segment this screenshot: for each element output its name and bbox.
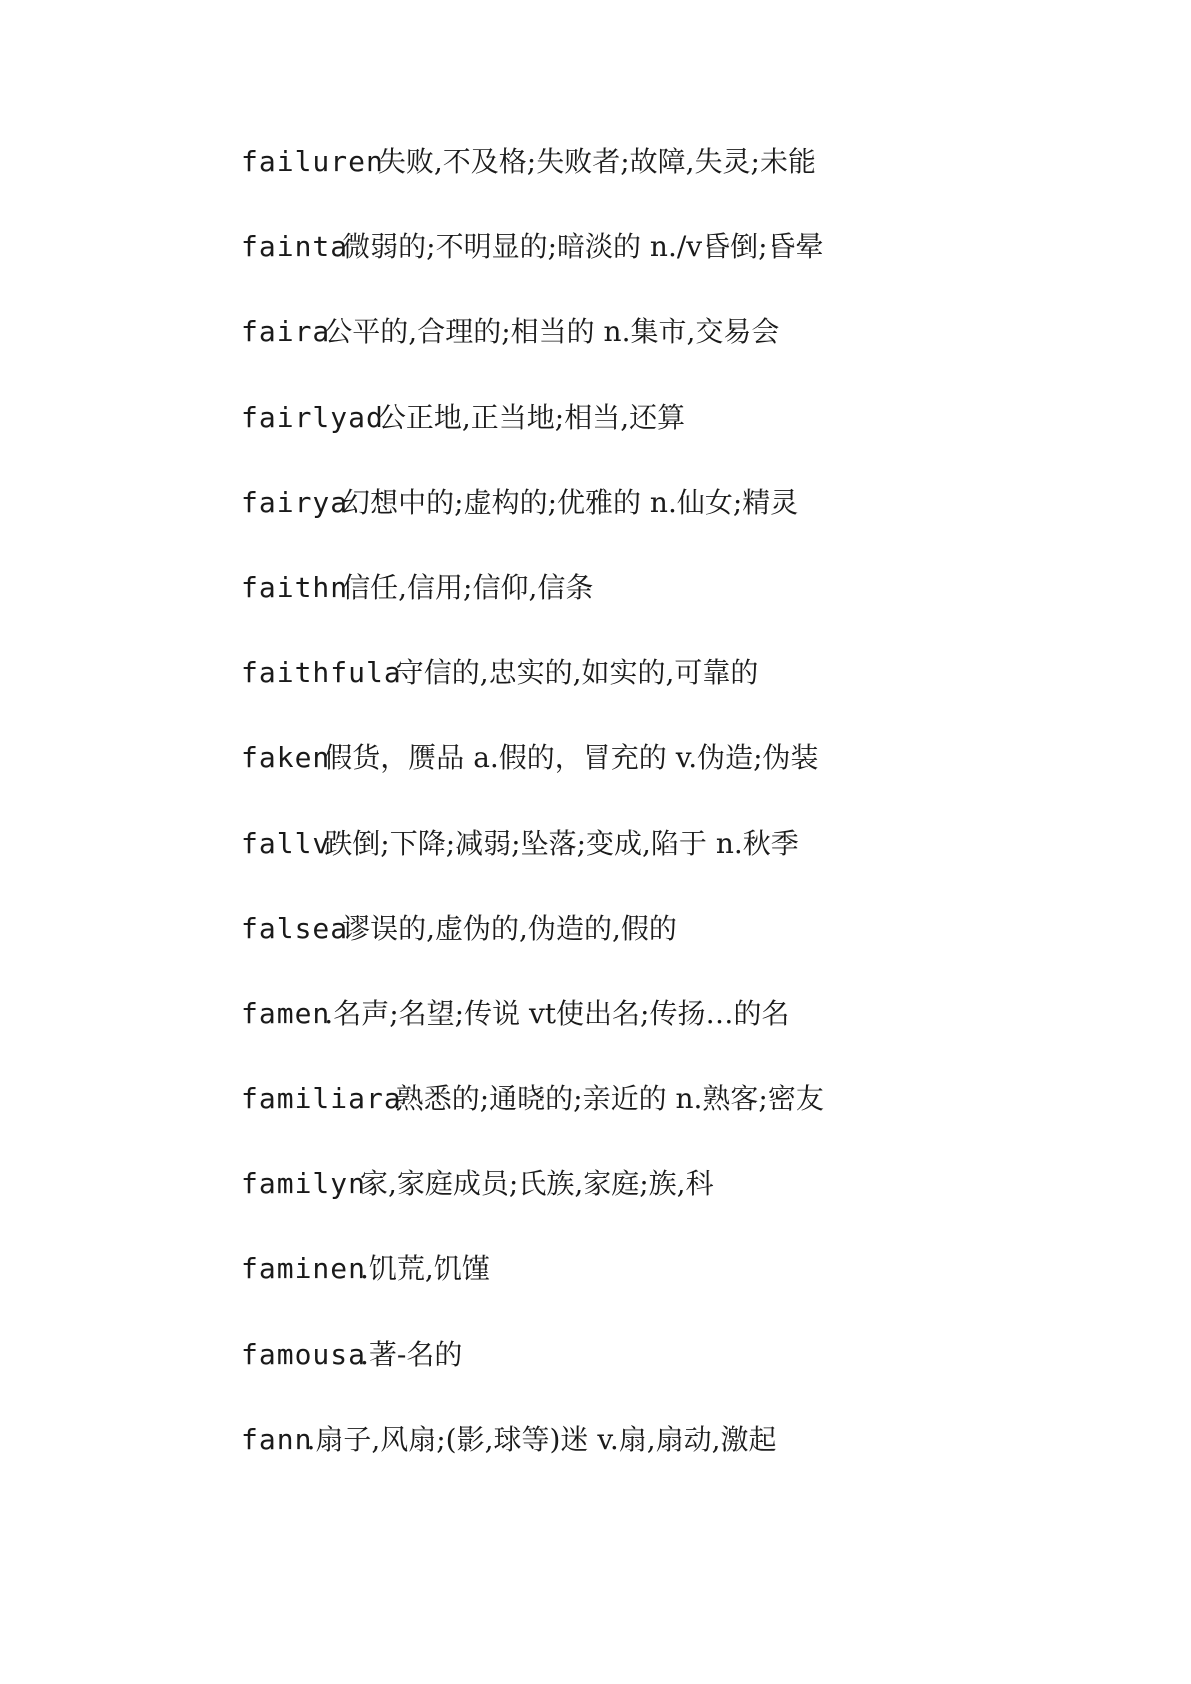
vocab-word: famousa [241, 1337, 367, 1371]
vocab-word: faithfula [241, 656, 402, 690]
vocab-entry [241, 1164, 1121, 1249]
vocab-entry [241, 1079, 1121, 1164]
vocab-definition: 谬误的,虚伪的,伪造的,假的 [342, 911, 677, 945]
vocab-definition: 假货，赝品 a.假的，冒充的 v.伪造;伪装 [324, 741, 819, 775]
vocab-entry [241, 483, 1121, 568]
vocab-entry [241, 142, 1121, 227]
vocab-entry [241, 1420, 1121, 1505]
vocab-word: fallv [241, 826, 331, 860]
vocab-definition: 微弱的;不明显的;暗淡的 n./v昏倒;昏晕 [342, 230, 824, 264]
vocab-entry [241, 909, 1121, 994]
vocab-entry [241, 824, 1121, 909]
vocab-definition: 家,家庭成员;氏族,家庭;族,科 [360, 1167, 714, 1201]
vocab-word: famen [241, 996, 331, 1030]
vocab-entry [241, 1249, 1121, 1334]
vocabulary-list [241, 142, 1121, 1505]
vocab-word: fairya [241, 485, 349, 519]
vocab-entry [241, 653, 1121, 738]
vocab-entry [241, 1335, 1121, 1420]
vocab-word: falsea [241, 911, 349, 945]
vocab-word: faithn [241, 570, 349, 604]
vocab-definition: .饥荒,饥馑 [360, 1252, 490, 1286]
vocab-definition: 熟悉的;通晓的;亲近的 n.熟客;密友 [395, 1082, 824, 1116]
vocab-definition: .扇子,风扇;(影,球等)迷 v.扇,扇动,激起 [306, 1422, 777, 1456]
vocab-definition: 幻想中的;虚构的;优雅的 n.仙女;精灵 [342, 485, 799, 519]
vocab-word: familiara [241, 1082, 402, 1116]
vocab-word: fainta [241, 230, 349, 264]
vocab-entry [241, 398, 1121, 483]
vocab-definition: .名声;名望;传说 vt使出名;传扬…的名 [324, 996, 790, 1030]
vocab-definition: 公正地,正当地;相当,还算 [377, 400, 686, 434]
vocab-entry [241, 994, 1121, 1079]
vocab-definition: .著-名的 [360, 1337, 463, 1371]
vocab-word: faken [241, 741, 331, 775]
vocab-entry [241, 312, 1121, 397]
vocab-word: fairlyad [241, 400, 384, 434]
vocab-word: failuren [241, 145, 384, 178]
vocab-definition: 守信的,忠实的,如实的,可靠的 [395, 656, 759, 690]
vocab-word: fann [241, 1422, 313, 1456]
vocab-definition: 跌倒;下降;减弱;坠落;变成,陷于 n.秋季 [324, 826, 799, 860]
vocab-word: faminen [241, 1252, 367, 1286]
vocab-word: familyn [241, 1167, 367, 1201]
vocab-definition: 信任,信用;信仰,信条 [342, 570, 594, 604]
vocab-entry [241, 227, 1121, 312]
vocab-definition: 失败,不及格;失败者;故障,失灵;未能 [377, 145, 816, 178]
vocab-entry [241, 738, 1121, 823]
vocab-word: faira [241, 315, 331, 349]
vocab-entry [241, 568, 1121, 653]
vocab-definition: 公平的,合理的;相当的 n.集市,交易会 [324, 315, 780, 349]
